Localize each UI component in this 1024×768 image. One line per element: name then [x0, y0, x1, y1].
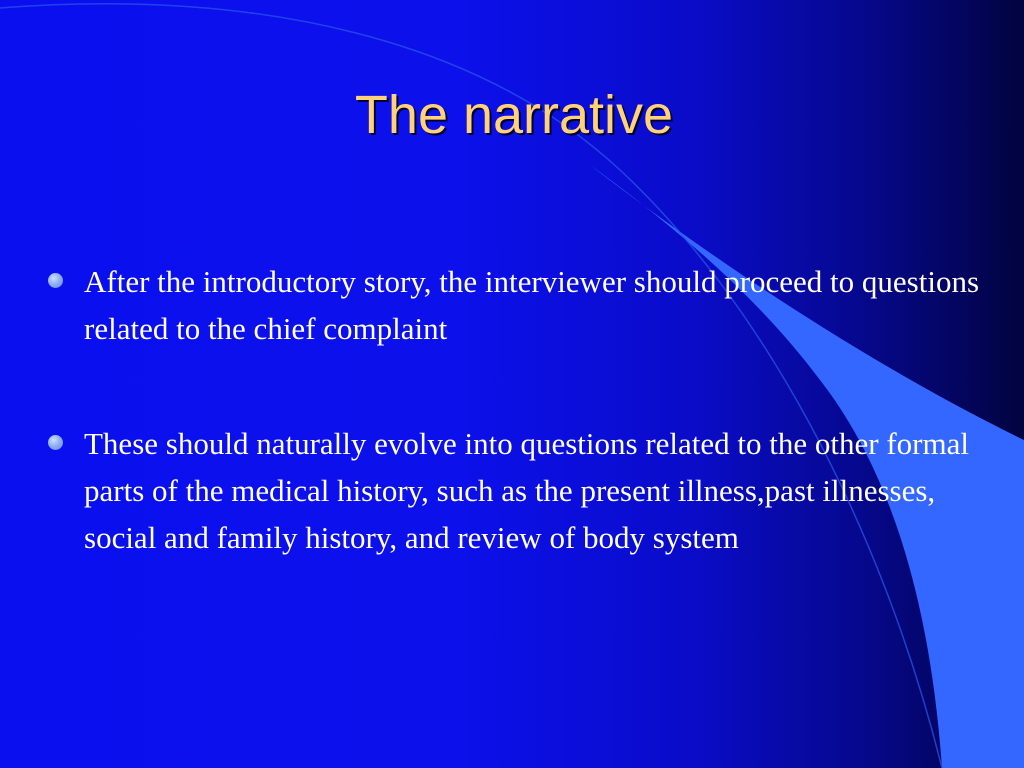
- bullet-text: After the introductory story, the interviewer should proceed to questions related to the chief complaint: [84, 264, 980, 346]
- bullet-text: These should naturally evolve into questions related to the other formal parts of the medical history, such as the present illness,past illnesses, social and family history, and review of body system: [84, 426, 969, 555]
- slide-title: The narrative: [354, 85, 674, 145]
- bullet-dot-icon: [48, 435, 63, 450]
- bullet-dot-icon: [48, 273, 63, 288]
